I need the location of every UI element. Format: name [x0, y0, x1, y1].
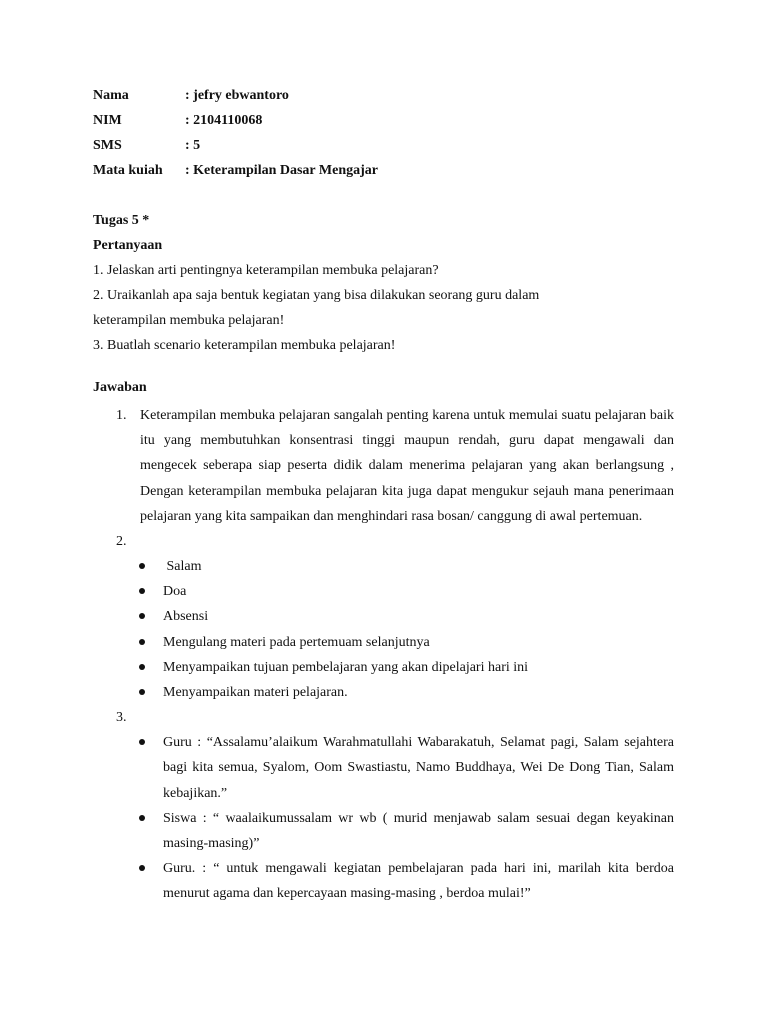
info-row-nim [93, 111, 674, 136]
bullet-text: Guru : “Assalamu’alaikum Warahmatullahi Wabarakatuh, Selamat pagi, Salam sejahtera bagi kita semua, Syalom, Oom Swastiastu, Namo Buddhaya, Wei De Dong Tian, Salam kebajikan.” [163, 735, 674, 801]
info-value: : jefry ebwantoro [185, 88, 289, 103]
bullet-text: Siswa : “ waalaikumussalam wr wb ( murid menjawab salam sesuai degan keyakinan masing-masing)” [163, 810, 674, 852]
list-item [93, 554, 674, 579]
list-item [93, 630, 674, 655]
list-item [93, 730, 674, 806]
answer-number: 3. [116, 710, 127, 726]
answer-2-bullets [93, 554, 674, 705]
answer-1-text: Keterampilan membuka pelajaran sangalah penting karena untuk memulai suatu pelajaran baik itu yang membutuhkan konsentrasi tinggi maupun rendah, guru dapat mengawali dan mengecek seberapa siap peserta didik dalam menerima pelajaran yang akan berlangsung , Dengan keterampilan membuka pelajaran kita juga dapat mengukur sejauh mana penerimaan pelajaran yang kita sampaikan dan menghindari rasa bosan/ canggung di awal pertemuan. [140, 408, 674, 524]
info-value: : 5 [185, 138, 201, 153]
list-item [93, 655, 674, 680]
bullet-icon [139, 563, 145, 569]
bullet-icon [139, 865, 145, 871]
question-3: 3. Buatlah scenario keterampilan membuka pelajaran! [93, 338, 396, 353]
bullet-text: Menyampaikan tujuan pembelajaran yang akan dipelajari hari ini [163, 659, 529, 675]
answer-number: 2. [116, 534, 127, 550]
info-row-sms [93, 136, 674, 161]
answer-number: 1. [116, 408, 127, 423]
spacer [93, 186, 674, 211]
list-item [93, 579, 674, 604]
bullet-icon [139, 664, 145, 670]
bullet-text: Salam [163, 559, 202, 575]
info-value: : Keterampilan Dasar Mengajar [185, 163, 378, 178]
answers-heading: Jawaban [93, 380, 147, 395]
bullet-icon [139, 815, 145, 821]
info-label: Nama [93, 88, 129, 103]
answer-3-bullets [93, 730, 674, 906]
answer-1 [93, 403, 674, 529]
question-1: 1. Jelaskan arti pentingnya keterampilan membuka pelajaran? [93, 263, 439, 278]
info-value: : 2104110068 [185, 113, 263, 128]
info-label: Mata kuiah [93, 163, 163, 178]
assignment-title: Tugas 5 * [93, 213, 150, 228]
info-label: SMS [93, 138, 122, 153]
list-item [93, 806, 674, 856]
bullet-text: Menyampaikan materi pelajaran. [163, 685, 348, 701]
info-label: NIM [93, 113, 122, 128]
bullet-text: Guru. : “ untuk mengawali kegiatan pembelajaran pada hari ini, marilah kita berdoa menurut agama dan kepercayaan masing-masing , berdoa mulai!” [163, 861, 674, 902]
info-row-mata-kuliah [93, 161, 674, 186]
list-item [93, 604, 674, 629]
answers-list [93, 403, 674, 907]
info-row-nama [93, 86, 674, 111]
question-2: 2. Uraikanlah apa saja bentuk kegiatan yang bisa dilakukan seorang guru dalam [93, 288, 540, 303]
document-content [93, 86, 674, 907]
list-item [93, 856, 674, 906]
bullet-text: Absensi [163, 609, 209, 625]
list-item [93, 680, 674, 705]
bullet-icon [139, 588, 145, 594]
question-2-continued: keterampilan membuka pelajaran! [93, 313, 285, 328]
bullet-icon [139, 689, 145, 695]
bullet-icon [139, 639, 145, 645]
bullet-icon [139, 613, 145, 619]
answer-3 [93, 705, 674, 730]
bullet-text: Doa [163, 584, 187, 600]
answer-2 [93, 529, 674, 554]
bullet-text: Mengulang materi pada pertemuam selanjutnya [163, 634, 430, 650]
spacer [93, 361, 674, 378]
questions-heading: Pertanyaan [93, 238, 163, 253]
bullet-icon [139, 739, 145, 745]
